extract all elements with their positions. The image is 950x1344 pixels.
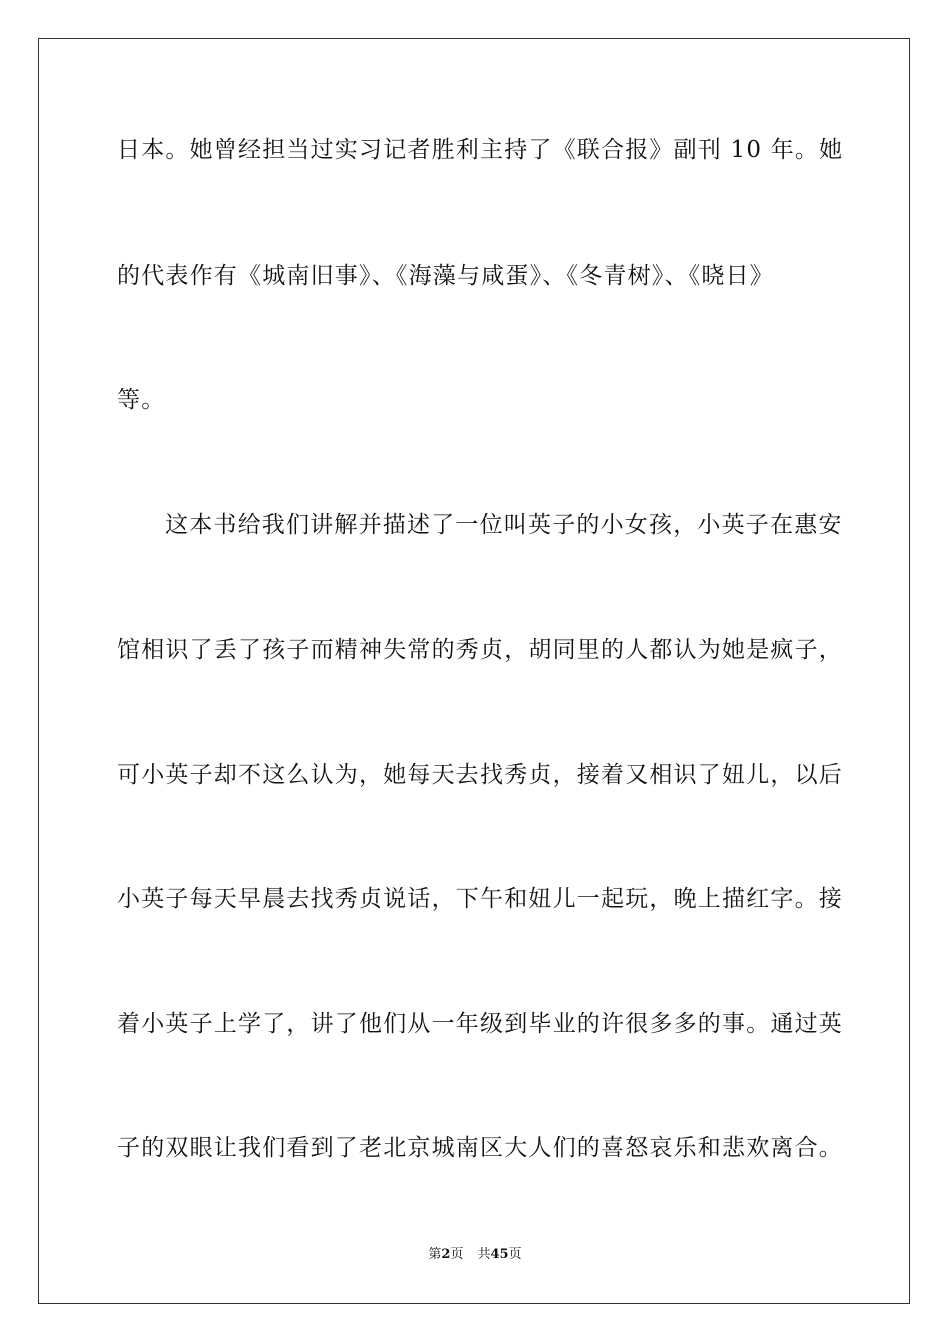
page-footer — [0, 1246, 950, 1264]
page-border — [38, 38, 910, 1304]
text-line-6: 可小英子却不这么认为，她每天去找秀贞，接着又相识了妞儿，以后 — [117, 762, 843, 788]
text-line-3: 等。 — [117, 387, 166, 413]
text-line-5: 馆相识了丢了孩子而精神失常的秀贞，胡同里的人都认为她是疯子， — [117, 637, 843, 663]
text-line-7: 小英子每天早晨去找秀贞说话，下午和妞儿一起玩，晚上描红字。接 — [117, 886, 843, 912]
total-prefix: 共 — [477, 1247, 491, 1262]
text-line-8: 着小英子上学了，讲了他们从一年级到毕业的许很多多的事。通过英 — [117, 1011, 843, 1037]
text-line-4-paragraph-start: 这本书给我们讲解并描述了一位叫英子的小女孩，小英子在惠安 — [165, 512, 843, 538]
page-prefix: 第 — [428, 1247, 442, 1262]
page-suffix: 页 — [450, 1247, 464, 1262]
page-number: 2 — [441, 1247, 451, 1262]
text-line-2: 的代表作有《城南旧事》、《海藻与咸蛋》、《冬青树》、《晓日》 — [117, 263, 774, 289]
total-suffix: 页 — [508, 1247, 522, 1262]
text-line-9: 子的双眼让我们看到了老北京城南区大人们的喜怒哀乐和悲欢离合。 — [117, 1135, 843, 1161]
text-line-1: 日本。她曾经担当过实习记者胜利主持了《联合报》副刊 10 年。她 — [117, 137, 844, 163]
total-pages: 45 — [490, 1247, 509, 1262]
